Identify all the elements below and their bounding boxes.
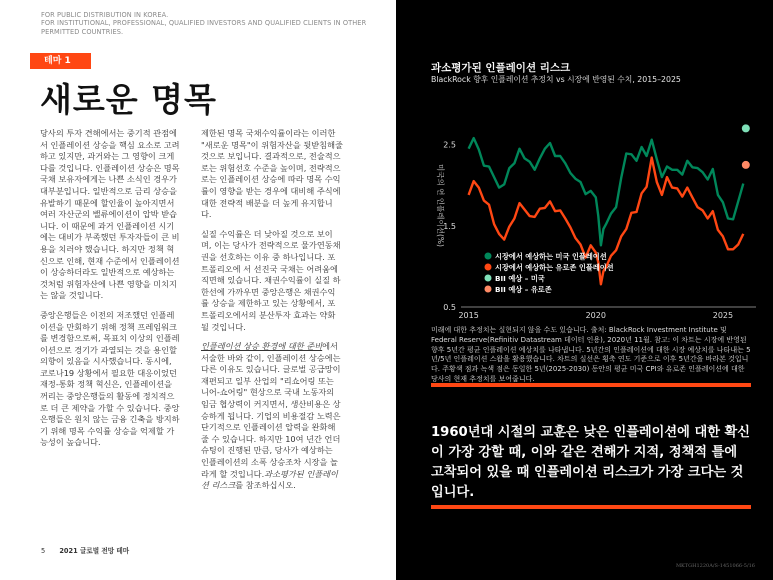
legend-label: BII 예상 – 미국: [495, 274, 545, 283]
x-tick-label: 2025: [712, 311, 734, 320]
reference-text: 과소평가된 인플레이션 리스크: [201, 468, 338, 491]
page-number: 5: [41, 547, 46, 555]
article-link[interactable]: 인플레이션 상승 환경에 대한 준비: [201, 341, 323, 352]
series-line: [469, 138, 744, 245]
chart-title: 과소평가된 인플레이션 리스크: [431, 62, 571, 74]
body-column-2: [201, 128, 343, 500]
sidebar-panel: [396, 0, 773, 580]
estimate-point: [742, 124, 750, 132]
legend-label: 시장에서 예상하는 미국 인플레이션: [495, 252, 607, 261]
document-code: MKTGH1220A/S-1451066-5/16: [675, 563, 755, 569]
paragraph: 실질 수익률은 더 낮아질 것으로 보이며, 이는 당사가 전략적으로 물가연동채권을 선호하는 이유 중 하나입니다. 포트폴리오에 서 선진국 국채는 어려움에 직면해 있습니다. 채권수익률이 실질 하한선에 가까우면 중앙은행은 채권수익률 상승을 제한하고 있는 상황에서, 포트폴리오에서의 분산투자 효과는 약화될 것입니다.: [201, 228, 341, 332]
disclaimer: FOR PUBLIC DISTRIBUTION IN KOREA. FOR INSTITUTIONAL, PROFESSIONAL, QUALIFIED INVESTORS AND QUALIFIED CLIENTS IN OTHER PERMITTED COUNTRIES.: [41, 11, 367, 36]
page-title: 새로운 명목: [40, 80, 217, 119]
footer: [41, 545, 129, 555]
paragraph-text: 를 참조하십시오.: [235, 480, 296, 491]
paragraph: 제한된 명목 국채수익률이라는 이러한 "새로운 명목"이 위험자산을 뒷받침해줄 것으로 보입니다. 결과적으로, 전술적으로는 위험선호 수준을 높이며, 전략적으로는 인플레이션 상승에 따라 명목 수익률이 영향을 받는 경우에 대비해 주식에 대한 전략적 배분을 더 높게 유지합니다.: [201, 128, 343, 220]
y-tick-label: 2.5: [443, 140, 456, 150]
paragraph-text: 에서 서술한 바와 같이, 인플레이션 상승에는 다른 이유도 있습니다. 글로벌 공급망이 재편되고 일부 산업의 "리쇼어링 또는 니어-쇼어링" 현상으로 국내 노동자의 임금 협상력이 커지면서, 생산비용은 상승하게 됩니다. 기업의 비용절감 노력은 단기적으로 인플레이션 압력을 완화해줄 수 있습니다. 하지만 10여 년간 언더슈팅이 진행된 만큼, 당사가 예상하는 인플레이션의 소폭 상승조차 시장을 놀라게 할 것입니다.: [201, 341, 341, 479]
theme-label: 테마 1: [30, 53, 91, 69]
y-axis-label: 미국의 연 인플레이션(%): [436, 164, 445, 247]
paragraph: 당사의 투자 견해에서는 중기적 관점에서 인플레이션 상승을 핵심 요소로 고려하고 있지만, 과거와는 그 영향이 크게 다를 것입니다. 인플레이션 상승은 명목국채 보유자에게는 나쁜 소식인 경우가 대부분입니다. 일반적으로 금리 상승을 유발하기 때문에 할인율이 높아지면서 여러 자산군의 밸류에이션이 압박 받습니다. 이 때문에 과거 인플레이션 시기에는 대비가 부족했던 투자자들이 큰 비용을 치러야 했습니다. 하지만 정책 혁신으로 인해, 현재 수준에서 인플레이션이 상승하더라도 일반적으로 예상하는 것처럼 위험자산에 나쁜 영향을 미치지는 않을 것입니다.: [40, 128, 180, 301]
legend-swatch: [485, 264, 492, 271]
legend-swatch: [485, 253, 492, 260]
chart-note: 미래에 대한 추정치는 실현되지 않을 수도 있습니다. 출처: BlackRock Investment Institute 및 Federal Reserve(Refinitiv Datastream 데이터 인용), 2020년 11월. 참고: 이 차트는 시장에 반영된 향후 5년간 평균 인플레이션 예상치를 나타냅니다. 5년간의 인플레이션에 대한 시장 예상치를 나타내는 5년/5년 인플레이션 스왑을 활용했습니다. 차트의 실선은 횡축 연도 기준으로 이후 5년간을 바라본 것입니다. 주황색 점과 녹색 점은 동일한 5년(2025-2030) 동안의 평균 미국 CPI와 유로존 인플레이션에 대한 당사의 현재 추정치를 보여줍니다.: [431, 326, 751, 383]
legend-swatch: [485, 275, 492, 282]
x-tick-label: 2020: [585, 311, 606, 320]
divider: [431, 505, 751, 509]
y-tick-label: 0.5: [443, 303, 456, 312]
inflation-chart: [426, 94, 761, 324]
legend-label: BII 예상 – 유로존: [495, 285, 552, 294]
chart-subtitle: BlackRock 향후 인플레이션 추정치 vs 시장에 반영된 수치, 2015–2025: [431, 75, 681, 84]
footer-title: 2021 글로벌 전망 테마: [59, 547, 130, 555]
paragraph: 중앙은행들은 이전의 저조했던 인플레이션을 만회하기 위해 정책 프레임워크를 변경함으로써, 목표치 이상의 인플레이션으로 경기가 과열되는 것을 용인할 의향이 있음을 시사했습니다. 동시에, 코로나19 상황에서 필요한 대응이었던 재정-통화 정책 혁신은, 인플레이션을 꺼리는 중앙은행들의 활동에 정치적으로 더 큰 제약을 가할 수 있습니다. 중앙은행들은 원치 않는 금융 긴축을 방지하기 위해 명목 수익률 상승을 억제할 가능성이 높습니다.: [40, 309, 180, 448]
body-column-1: [40, 128, 182, 457]
y-tick-label: 1.5: [443, 221, 456, 231]
x-tick-label: 2015: [458, 311, 479, 320]
paragraph: [201, 341, 343, 492]
pull-quote: 1960년대 시절의 교훈은 낮은 인플레이션에 대한 확신이 가장 강할 때, 이와 같은 견해가 지적, 정책적 틀에 고착되어 있을 때 인플레이션 리스크가 가장 크다는 것입니다.: [431, 425, 751, 500]
estimate-point: [742, 161, 750, 169]
legend-label: 시장에서 예상하는 유로존 인플레이션: [495, 263, 614, 272]
divider: [431, 383, 751, 387]
legend-swatch: [485, 286, 492, 293]
